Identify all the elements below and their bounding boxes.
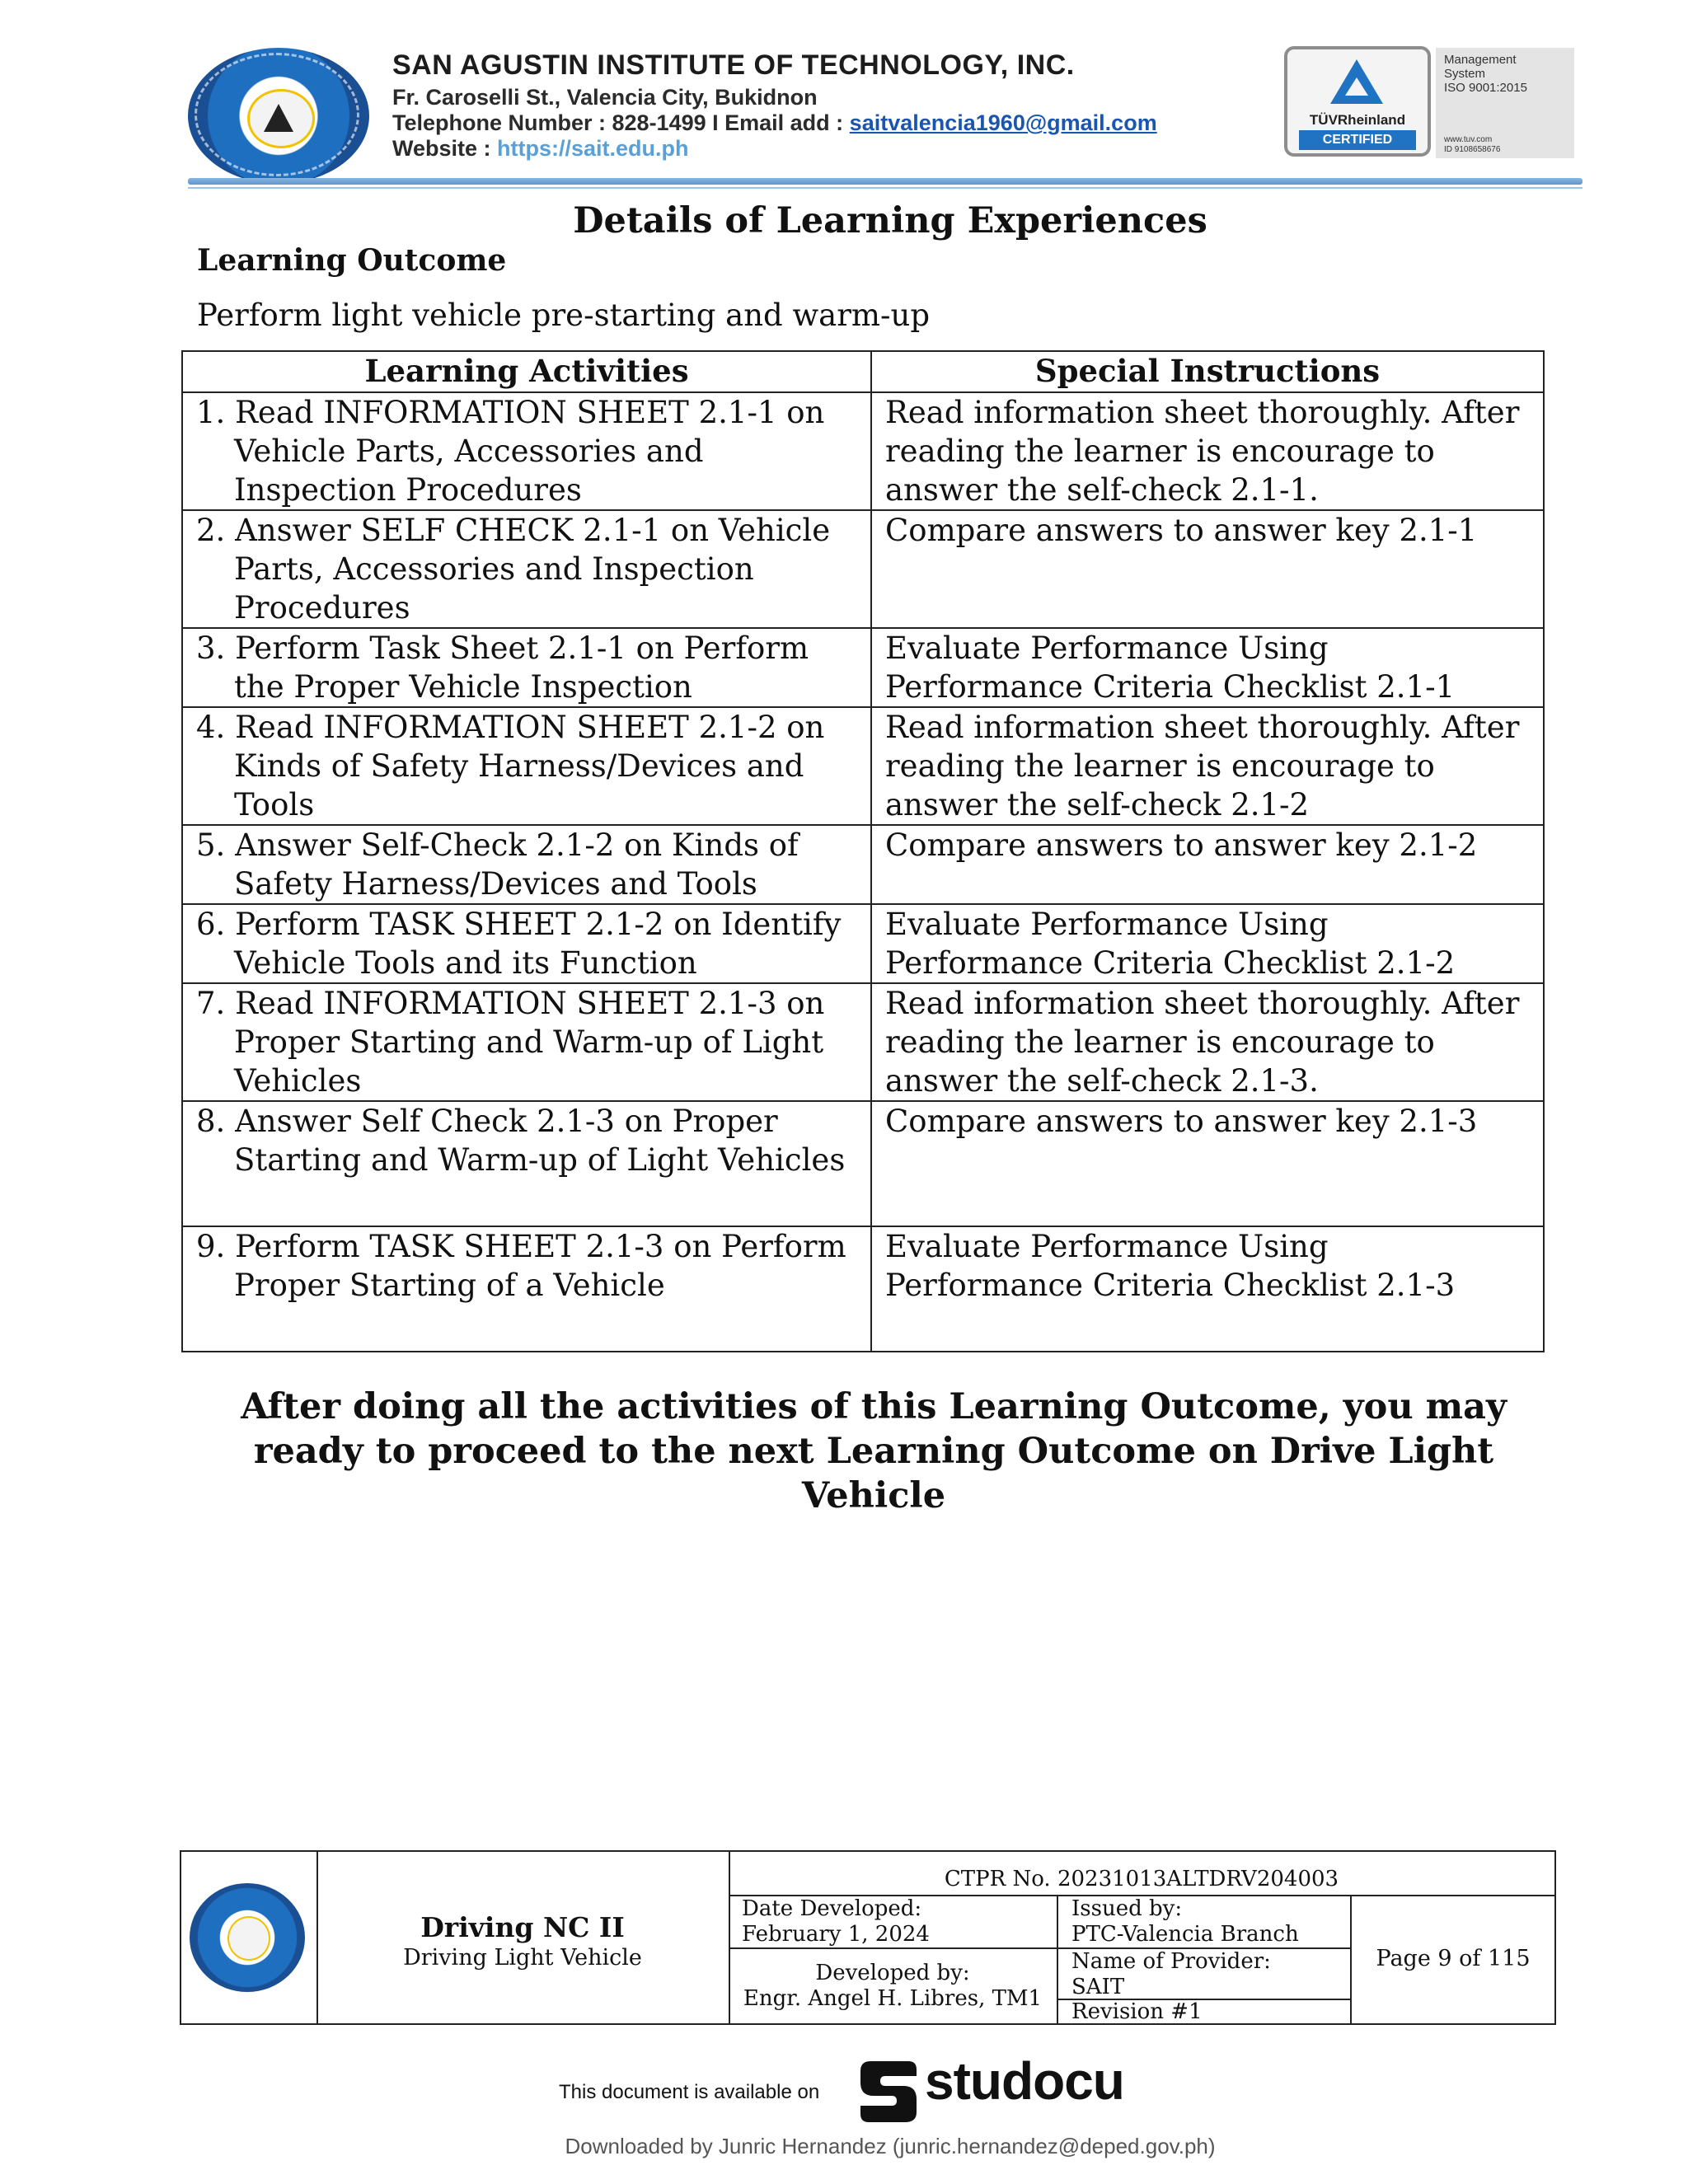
instruction-cell: Evaluate Performance Using Performance Criteria Checklist 2.1-1	[871, 628, 1544, 707]
activity-text: 6. Perform TASK SHEET 2.1-2 on Identify Vehicle Tools and its Function	[196, 907, 842, 981]
activity-cell	[182, 904, 871, 983]
activity-text: 1. Read INFORMATION SHEET 2.1-1 on Vehicle Parts, Accessories and Inspection Procedures	[196, 395, 825, 508]
tuv-certification-badge	[1284, 46, 1431, 157]
organization-address: Fr. Caroselli St., Valencia City, Bukidnon	[392, 85, 818, 110]
table-row	[182, 392, 1544, 510]
studocu-brand[interactable]: studocu	[925, 2051, 1124, 2111]
instruction-cell: Read information sheet thoroughly. After reading the learner is encourage to answer the self-check 2.1-2	[871, 707, 1544, 825]
activity-text: 9. Perform TASK SHEET 2.1-3 on Perform Proper Starting of a Vehicle	[196, 1229, 846, 1303]
activity-cell	[182, 707, 871, 825]
footer-seal-icon	[190, 1883, 305, 1992]
developed-by-cell	[729, 1949, 1058, 2023]
activity-cell	[182, 510, 871, 628]
activity-text: 4. Read INFORMATION SHEET 2.1-2 on Kinds of Safety Harness/Devices and Tools	[196, 710, 825, 823]
issued-by-cell	[1058, 1895, 1352, 1949]
table-header-row	[182, 351, 1544, 392]
instruction-cell: Compare answers to answer key 2.1-2	[871, 825, 1544, 904]
mgmt-footnote	[1444, 135, 1500, 155]
instruction-cell: Evaluate Performance Using Performance Criteria Checklist 2.1-3	[871, 1226, 1544, 1352]
studocu-logo-icon	[857, 2058, 920, 2125]
website-link[interactable]: https://sait.edu.ph	[497, 136, 689, 161]
activity-cell	[182, 628, 871, 707]
column-header-activities: Learning Activities	[182, 351, 871, 392]
activity-text: 3. Perform Task Sheet 2.1-1 on Perform the Proper Vehicle Inspection	[196, 630, 809, 705]
provider-cell	[1058, 1949, 1352, 2000]
header-divider	[188, 178, 1582, 185]
table-row	[182, 825, 1544, 904]
organization-website	[392, 136, 1157, 162]
mgmt-foot-1: www.tuv.com	[1444, 135, 1493, 144]
provider-name: SAIT	[1071, 1975, 1125, 1999]
developed-by-label: Developed by:	[815, 1961, 970, 1985]
instruction-cell: Read information sheet thoroughly. After reading the learner is encourage to answer the self-check 2.1-3.	[871, 983, 1544, 1101]
table-row	[182, 1226, 1544, 1352]
organization-info	[392, 48, 1157, 162]
table-row	[182, 904, 1544, 983]
letterhead	[188, 48, 1606, 188]
page-title: Details of Learning Experiences	[573, 200, 1207, 241]
tuv-certified-label: CERTIFIED	[1299, 130, 1416, 150]
instruction-cell: Evaluate Performance Using Performance Criteria Checklist 2.1-2	[871, 904, 1544, 983]
iso-management-box	[1436, 48, 1574, 158]
provider-label: Name of Provider:	[1071, 1949, 1271, 1974]
downloaded-by-text: Downloaded by Junric Hernandez (junric.hernandez@deped.gov.ph)	[565, 2134, 1216, 2158]
activity-cell	[182, 983, 871, 1101]
closing-statement: After doing all the activities of this Learning Outcome, you may ready to proceed to the next Learning Outcome on Drive Light Vehicle	[241, 1386, 1507, 1516]
phone-line: Telephone Number : 828-1499 I Email add :	[392, 110, 850, 135]
activity-text: 7. Read INFORMATION SHEET 2.1-3 on Proper Starting and Warm-up of Light Vehicles	[196, 986, 825, 1099]
activity-cell	[182, 1101, 871, 1226]
mgmt-line-2: System	[1444, 67, 1486, 81]
page-number: Page 9 of 115	[1376, 1946, 1531, 1971]
instruction-cell: Read information sheet thoroughly. After reading the learner is encourage to answer the self-check 2.1-1.	[871, 392, 1544, 510]
organization-contact	[392, 110, 1157, 136]
email-link[interactable]: saitvalencia1960@gmail.com	[849, 110, 1157, 135]
instruction-cell: Compare answers to answer key 2.1-1	[871, 510, 1544, 628]
date-developed-value: February 1, 2024	[742, 1922, 930, 1947]
tuv-triangle-icon	[1330, 59, 1383, 104]
website-label: Website :	[392, 136, 498, 161]
table-row	[182, 707, 1544, 825]
table-row	[182, 628, 1544, 707]
column-header-instructions: Special Instructions	[871, 351, 1544, 392]
activity-cell	[182, 392, 871, 510]
revision-cell: Revision #1	[1058, 2000, 1352, 2023]
footer-logo-cell	[181, 1852, 318, 2023]
activity-cell	[182, 825, 871, 904]
document-footer	[180, 1850, 1556, 2025]
course-subtitle: Driving Light Vehicle	[403, 1945, 642, 1971]
activity-text: 5. Answer Self-Check 2.1-2 on Kinds of Safety Harness/Devices and Tools	[196, 827, 799, 902]
learning-outcome-text: Perform light vehicle pre-starting and warm-up	[197, 298, 931, 333]
institute-seal-icon	[188, 48, 369, 184]
mgmt-line-3: ISO 9001:2015	[1444, 81, 1527, 95]
availability-text: This document is available on	[559, 2081, 820, 2103]
learning-activities-table	[181, 350, 1545, 1352]
mgmt-foot-2: ID 9108658676	[1444, 145, 1501, 154]
table-row	[182, 510, 1544, 628]
date-developed-cell	[729, 1895, 1058, 1949]
ctpr-number: CTPR No. 20231013ALTDRV204003	[729, 1852, 1554, 1896]
organization-name: SAN AGUSTIN INSTITUTE OF TECHNOLOGY, INC.	[392, 49, 1075, 81]
instruction-cell: Compare answers to answer key 2.1-3	[871, 1101, 1544, 1226]
mgmt-line-1: Management	[1444, 53, 1517, 67]
issuer-name: PTC-Valencia Branch	[1071, 1922, 1299, 1947]
learning-outcome-label: Learning Outcome	[197, 243, 507, 278]
developer-name: Engr. Angel H. Libres, TM1	[743, 1986, 1043, 2011]
issued-by-label: Issued by:	[1071, 1896, 1183, 1921]
course-name: Driving NC II	[420, 1911, 625, 1943]
tuv-brand: TÜVRheinland	[1309, 112, 1406, 128]
table-row	[182, 983, 1544, 1101]
table-row	[182, 1101, 1544, 1226]
activity-text: 2. Answer SELF CHECK 2.1-1 on Vehicle Parts, Accessories and Inspection Procedures	[196, 513, 831, 626]
date-developed-label: Date Developed:	[742, 1896, 922, 1921]
header-divider-thin	[188, 187, 1582, 189]
activity-text: 8. Answer Self Check 2.1-3 on Proper Starting and Warm-up of Light Vehicles	[196, 1104, 846, 1178]
footer-title-cell	[316, 1852, 730, 2023]
activity-cell	[182, 1226, 871, 1352]
